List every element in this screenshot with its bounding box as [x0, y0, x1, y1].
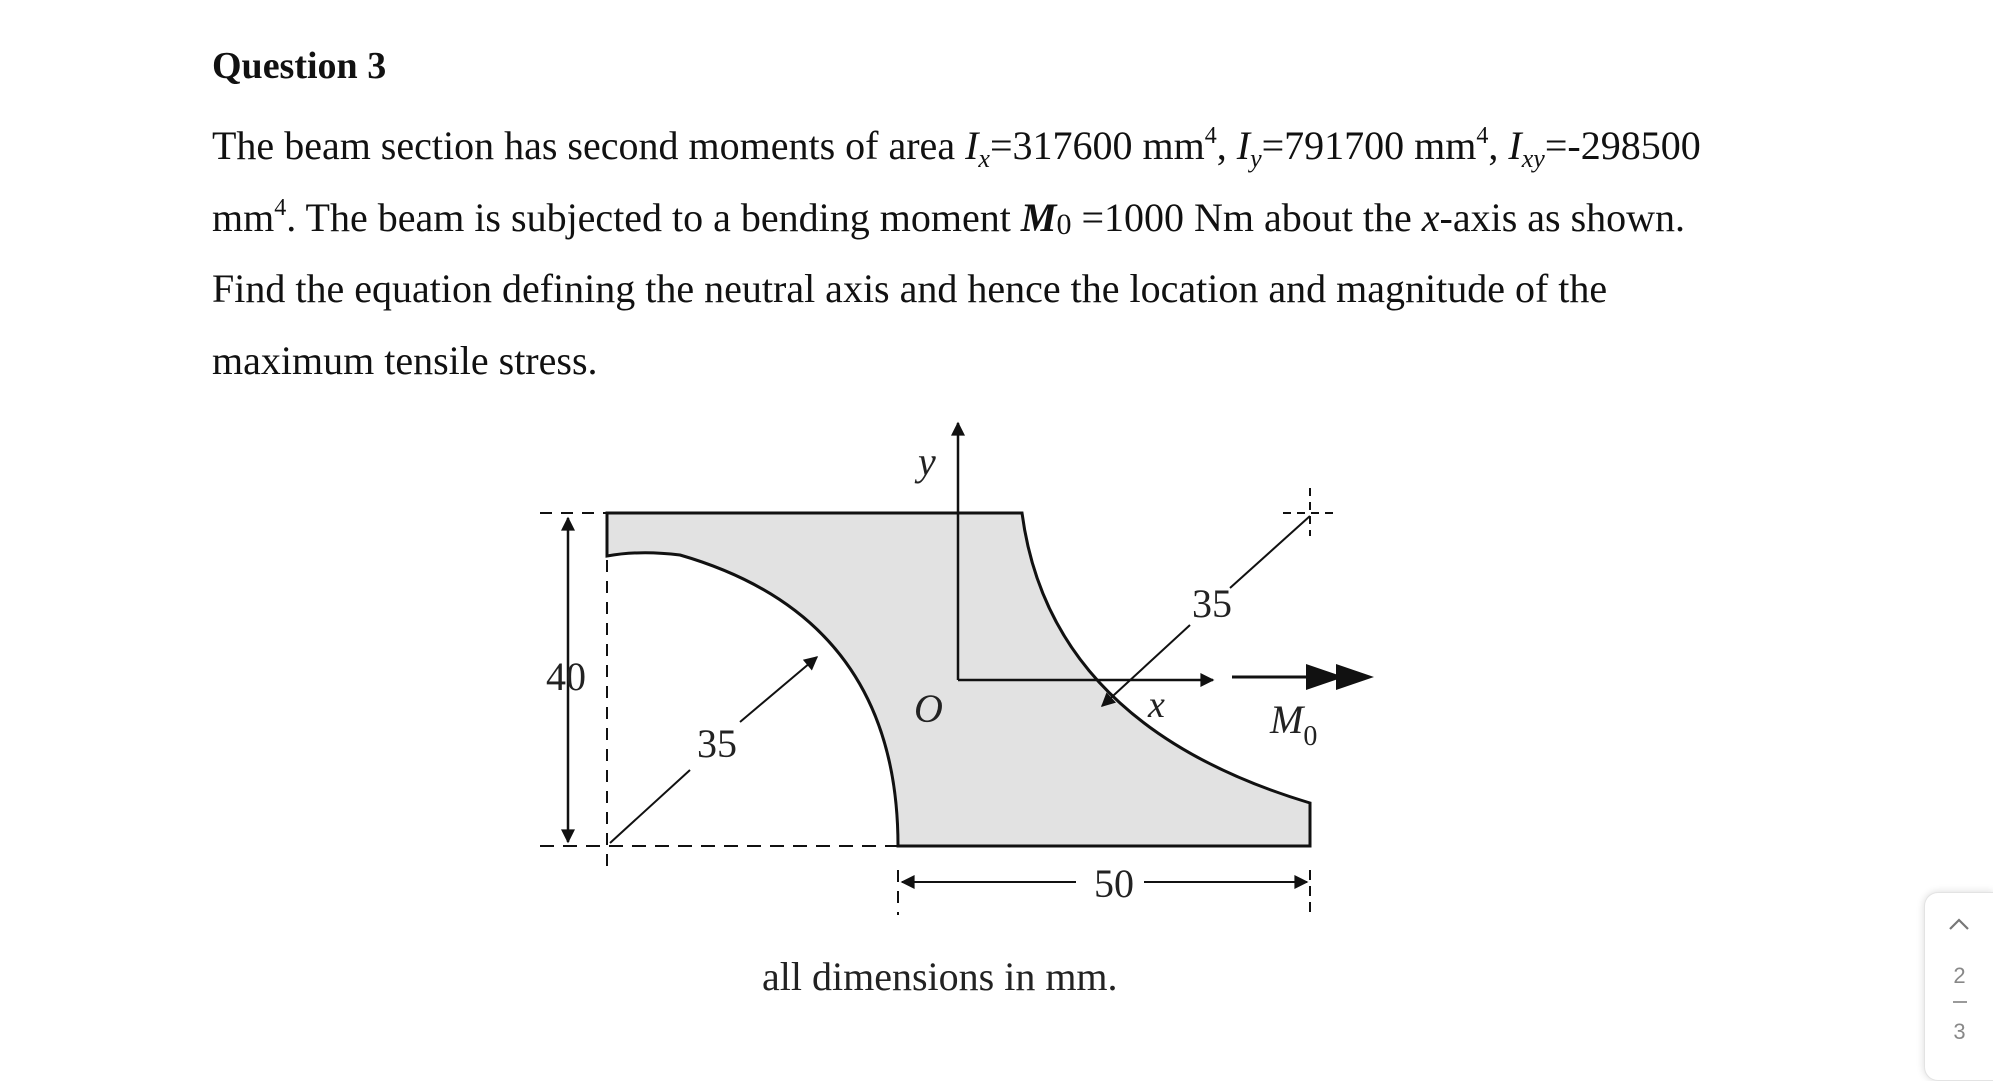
right-radius-arrow-head	[1102, 625, 1190, 706]
chevron-up-icon[interactable]	[1947, 913, 1971, 937]
page-separator	[1953, 1001, 1967, 1003]
left-radius-arrow	[610, 770, 690, 843]
page-navigator	[1924, 892, 1993, 1081]
ixy-symbol: I	[1508, 123, 1522, 168]
moment-symbol: M	[1020, 194, 1057, 240]
moment-label	[1269, 697, 1317, 752]
iy-exponent: 4	[1476, 123, 1489, 149]
current-page-number: 2	[1953, 963, 1966, 988]
x-axis-label: x	[1148, 684, 1165, 726]
iy-value: =791700 mm	[1261, 123, 1477, 168]
moment-label-subscript: 0	[1303, 721, 1318, 752]
total-page-number: 3	[1953, 1019, 1966, 1044]
ix-symbol: I	[965, 123, 979, 168]
figure-caption: all dimensions in mm.	[762, 954, 1118, 999]
y-axis-label: y	[918, 439, 936, 484]
moment-label-symbol: M	[1270, 697, 1304, 742]
ix-value: =317600 mm	[989, 123, 1205, 168]
x-axis-symbol: x	[1421, 194, 1440, 240]
q-text-part-1: The beam section has second moments of area	[212, 123, 966, 168]
iy-subscript: y	[1250, 144, 1262, 173]
left-radius-arrow-head	[740, 657, 817, 722]
q-text-part-3: -axis as shown. Find the equation defining the neutral axis and hence the location and magnitude of the maximum tensile stress.	[212, 194, 1686, 383]
right-radius-arrow	[1230, 516, 1310, 588]
left-radius-label: 35	[697, 721, 737, 766]
question-title: Question 3	[212, 45, 387, 87]
comma-1: ,	[1216, 123, 1237, 168]
width-dimension-label: 50	[1094, 861, 1134, 906]
right-radius-label: 35	[1192, 581, 1232, 626]
moment-value: =1000 Nm about the	[1071, 194, 1422, 240]
comma-2: ,	[1488, 123, 1509, 168]
iy-symbol: I	[1236, 123, 1251, 168]
origin-label: O	[914, 686, 943, 731]
ix-subscript: x	[978, 144, 990, 173]
ix-exponent: 4	[1204, 123, 1217, 149]
ixy-value: =-298500 mm	[212, 123, 1701, 240]
q-text-part-2: . The beam is subjected to a bending moment	[286, 194, 1021, 240]
moment-subscript: 0	[1056, 207, 1072, 241]
ixy-exponent: 4	[274, 194, 287, 221]
ixy-subscript: xy	[1521, 144, 1545, 173]
height-dimension-label: 40	[546, 654, 586, 699]
moment-vector-head-2	[1336, 664, 1374, 690]
